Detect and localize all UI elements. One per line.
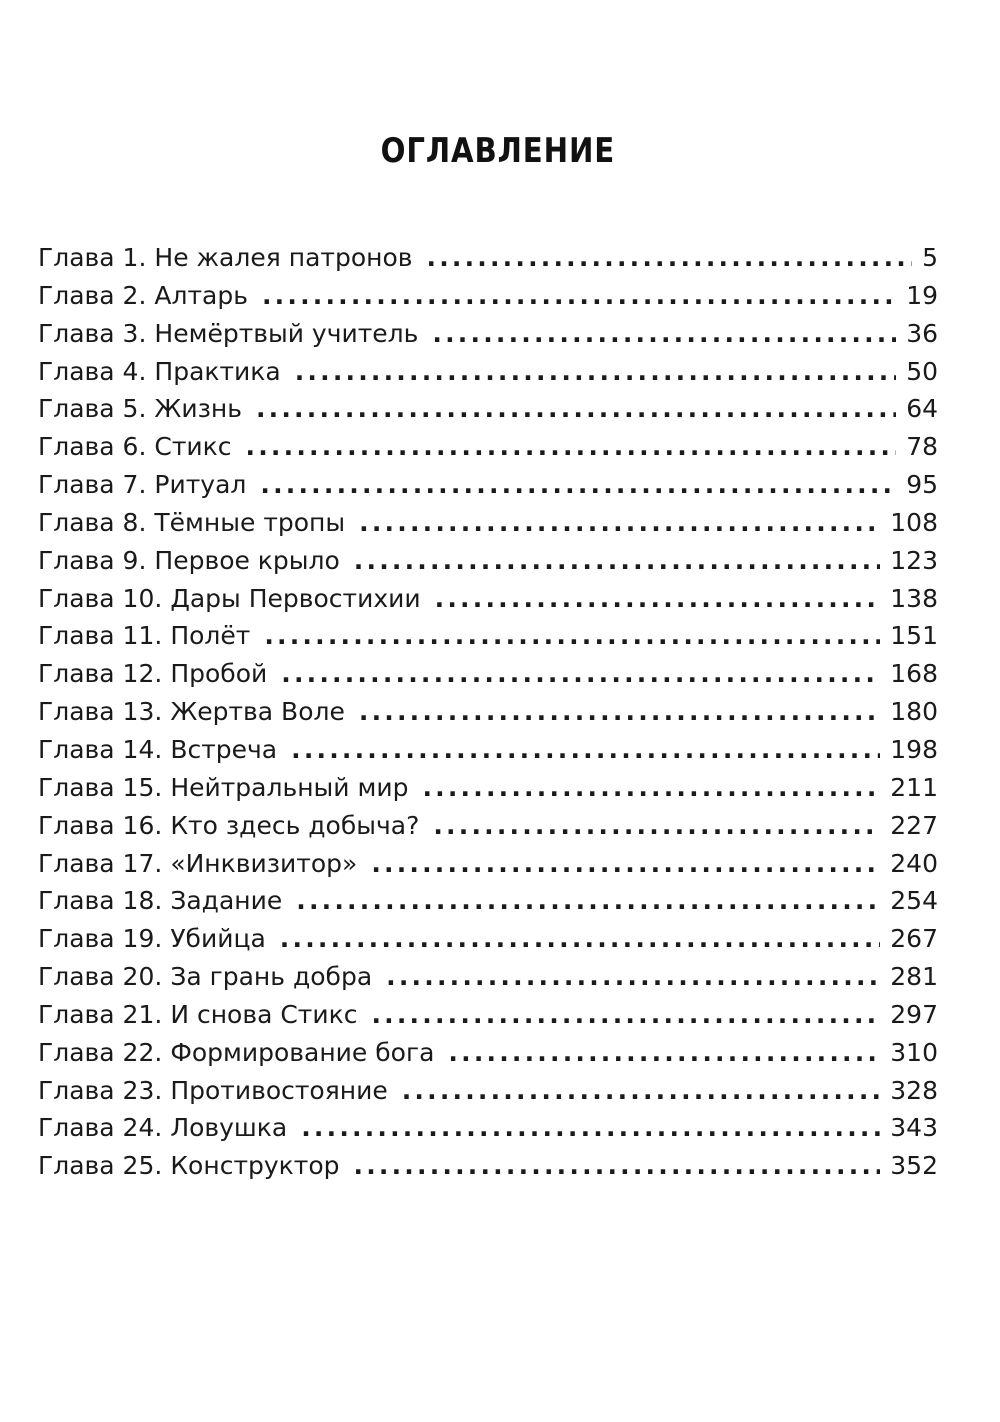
toc-chapter-title: Убийца xyxy=(170,924,266,954)
toc-entry-label xyxy=(38,508,345,537)
toc-chapter-title: Встреча xyxy=(170,734,278,764)
toc-entry xyxy=(38,394,938,432)
toc-entry-label xyxy=(38,1113,287,1142)
toc-chapter-number: Глава 25. xyxy=(38,1151,163,1181)
toc-entry xyxy=(38,319,938,357)
toc-entry-label xyxy=(38,886,282,915)
toc-page-number: 123 xyxy=(890,545,938,575)
toc-entry xyxy=(38,849,938,887)
toc-page-number: 211 xyxy=(890,772,938,802)
toc-chapter-title: «Инквизитор» xyxy=(170,848,358,878)
toc-entry-label xyxy=(38,811,419,840)
toc-entry xyxy=(38,357,938,395)
toc-entry xyxy=(38,432,938,470)
toc-page-number: 267 xyxy=(890,924,938,954)
toc-dot-leader xyxy=(359,697,880,726)
toc-chapter-number: Глава 8. xyxy=(38,507,147,537)
toc-chapter-title: Немёртвый учитель xyxy=(154,318,419,348)
toc-entry xyxy=(38,773,938,811)
toc-chapter-number: Глава 13. xyxy=(38,697,163,727)
toc-dot-leader xyxy=(296,886,880,915)
toc-chapter-number: Глава 22. xyxy=(38,1037,163,1067)
toc-chapter-number: Глава 15. xyxy=(38,772,163,802)
toc-dot-leader xyxy=(435,584,881,613)
toc-dot-leader xyxy=(291,735,880,764)
toc-entry-label xyxy=(38,697,345,726)
toc-page-number: 151 xyxy=(890,621,938,651)
toc-entry-label xyxy=(38,546,340,575)
toc-chapter-title: И снова Стикс xyxy=(170,999,358,1029)
toc-chapter-number: Глава 7. xyxy=(38,470,147,500)
toc-chapter-number: Глава 17. xyxy=(38,848,163,878)
toc-chapter-number: Глава 6. xyxy=(38,432,147,462)
toc-chapter-number: Глава 2. xyxy=(38,280,147,310)
toc-chapter-title: Стикс xyxy=(154,432,232,462)
toc-entry xyxy=(38,811,938,849)
toc-dot-leader xyxy=(402,1076,881,1105)
toc-entry xyxy=(38,924,938,962)
toc-chapter-title: Практика xyxy=(154,356,281,386)
toc-dot-leader xyxy=(371,1000,880,1029)
toc-chapter-title: Противостояние xyxy=(170,1075,388,1105)
toc-page-number: 240 xyxy=(890,848,938,878)
toc-entry-label xyxy=(38,621,250,650)
toc-page-number: 19 xyxy=(906,280,938,310)
toc-dot-leader xyxy=(262,281,896,310)
toc-chapter-number: Глава 9. xyxy=(38,545,147,575)
toc-entry-label xyxy=(38,584,421,613)
toc-chapter-title: Не жалея патронов xyxy=(154,243,413,272)
toc-chapter-number: Глава 4. xyxy=(38,356,147,386)
toc-chapter-title: Первое крыло xyxy=(154,545,340,575)
toc-chapter-number: Глава 21. xyxy=(38,999,163,1029)
toc-dot-leader xyxy=(427,243,913,272)
toc-page-number: 168 xyxy=(890,659,938,689)
toc-page-number: 352 xyxy=(890,1151,938,1181)
toc-dot-leader xyxy=(280,924,880,953)
toc-chapter-number: Глава 16. xyxy=(38,810,163,840)
toc-entry-label xyxy=(38,962,372,991)
toc-chapter-number: Глава 5. xyxy=(38,394,147,424)
toc-entry-label xyxy=(38,319,418,348)
toc-page-number: 5 xyxy=(922,243,938,272)
toc-page-number: 227 xyxy=(890,810,938,840)
toc-chapter-title: Тёмные тропы xyxy=(154,507,346,537)
toc-chapter-number: Глава 14. xyxy=(38,734,163,764)
toc-entry-label xyxy=(38,659,267,688)
toc-page-number: 281 xyxy=(890,962,938,992)
toc-dot-leader xyxy=(256,394,896,423)
toc-chapter-number: Глава 24. xyxy=(38,1113,163,1143)
table-of-contents xyxy=(38,243,938,1189)
toc-entry-label xyxy=(38,243,413,272)
toc-dot-leader xyxy=(281,659,880,688)
toc-entry-label xyxy=(38,1000,357,1029)
toc-chapter-title: Пробой xyxy=(170,659,268,689)
toc-chapter-number: Глава 18. xyxy=(38,886,163,916)
toc-chapter-number: Глава 23. xyxy=(38,1075,163,1105)
toc-dot-leader xyxy=(433,811,880,840)
toc-chapter-title: Ритуал xyxy=(154,470,247,500)
toc-dot-leader xyxy=(260,470,896,499)
toc-chapter-title: Формирование бога xyxy=(170,1037,435,1067)
toc-entry xyxy=(38,735,938,773)
toc-page-number: 64 xyxy=(906,394,938,424)
toc-entry xyxy=(38,659,938,697)
toc-page-number: 78 xyxy=(906,432,938,462)
toc-chapter-number: Глава 10. xyxy=(38,583,163,613)
toc-page-number: 180 xyxy=(890,697,938,727)
toc-entry-label xyxy=(38,924,266,953)
toc-chapter-title: Жертва Воле xyxy=(170,697,345,727)
page-title: ОГЛАВЛЕНИЕ xyxy=(380,130,616,171)
toc-entry xyxy=(38,1113,938,1151)
toc-entry-label xyxy=(38,1076,388,1105)
toc-entry xyxy=(38,1151,938,1189)
toc-page-number: 95 xyxy=(906,470,938,500)
toc-chapter-number: Глава 11. xyxy=(38,621,163,651)
toc-chapter-number: Глава 19. xyxy=(38,924,163,954)
toc-entry xyxy=(38,243,938,281)
toc-entry-label xyxy=(38,1038,434,1067)
toc-dot-leader xyxy=(301,1113,880,1142)
toc-entry xyxy=(38,621,938,659)
toc-dot-leader xyxy=(422,773,880,802)
toc-entry-label xyxy=(38,432,232,461)
toc-entry-label xyxy=(38,735,277,764)
toc-dot-leader xyxy=(359,508,880,537)
toc-chapter-title: Нейтральный мир xyxy=(170,772,409,802)
toc-entry xyxy=(38,1038,938,1076)
toc-dot-leader xyxy=(386,962,880,991)
toc-entry xyxy=(38,697,938,735)
toc-entry xyxy=(38,886,938,924)
toc-entry xyxy=(38,1000,938,1038)
toc-chapter-title: Жизнь xyxy=(154,394,242,424)
toc-dot-leader xyxy=(354,546,880,575)
toc-entry-label xyxy=(38,357,281,386)
toc-page-number: 343 xyxy=(890,1113,938,1143)
toc-chapter-title: Задание xyxy=(170,886,283,916)
toc-dot-leader xyxy=(448,1038,880,1067)
toc-page-number: 198 xyxy=(890,734,938,764)
toc-entry-label xyxy=(38,281,248,310)
toc-entry xyxy=(38,508,938,546)
toc-entry xyxy=(38,962,938,1000)
toc-entry-label xyxy=(38,394,242,423)
toc-entry xyxy=(38,281,938,319)
toc-dot-leader xyxy=(295,357,896,386)
toc-page-number: 297 xyxy=(890,999,938,1029)
toc-chapter-number: Глава 12. xyxy=(38,659,163,689)
toc-chapter-title: За грань добра xyxy=(170,962,373,992)
toc-dot-leader xyxy=(354,1151,881,1180)
toc-chapter-title: Алтарь xyxy=(154,280,248,310)
toc-entry-label xyxy=(38,773,408,802)
toc-entry xyxy=(38,470,938,508)
toc-entry xyxy=(38,1076,938,1114)
toc-page-number: 310 xyxy=(890,1037,938,1067)
toc-chapter-title: Ловушка xyxy=(170,1113,288,1143)
toc-page-number: 328 xyxy=(890,1075,938,1105)
toc-page-number: 138 xyxy=(890,583,938,613)
toc-entry xyxy=(38,584,938,622)
toc-entry xyxy=(38,546,938,584)
toc-page-number: 254 xyxy=(890,886,938,916)
toc-chapter-number: Глава 3. xyxy=(38,318,147,348)
toc-page-number: 50 xyxy=(906,356,938,386)
toc-entry-label xyxy=(38,1151,340,1180)
toc-chapter-title: Кто здесь добыча? xyxy=(170,810,420,840)
toc-dot-leader xyxy=(371,849,880,878)
toc-dot-leader xyxy=(246,432,897,461)
toc-entry-label xyxy=(38,470,246,499)
toc-chapter-title: Дары Первостихии xyxy=(170,583,421,613)
toc-dot-leader xyxy=(264,621,880,650)
toc-chapter-title: Конструктор xyxy=(170,1151,340,1181)
toc-page-number: 36 xyxy=(906,318,938,348)
toc-chapter-title: Полёт xyxy=(170,621,251,651)
toc-entry-label xyxy=(38,849,357,878)
toc-dot-leader xyxy=(432,319,896,348)
toc-chapter-number: Глава 1. xyxy=(38,243,147,272)
toc-page-number: 108 xyxy=(890,507,938,537)
toc-chapter-number: Глава 20. xyxy=(38,962,163,992)
